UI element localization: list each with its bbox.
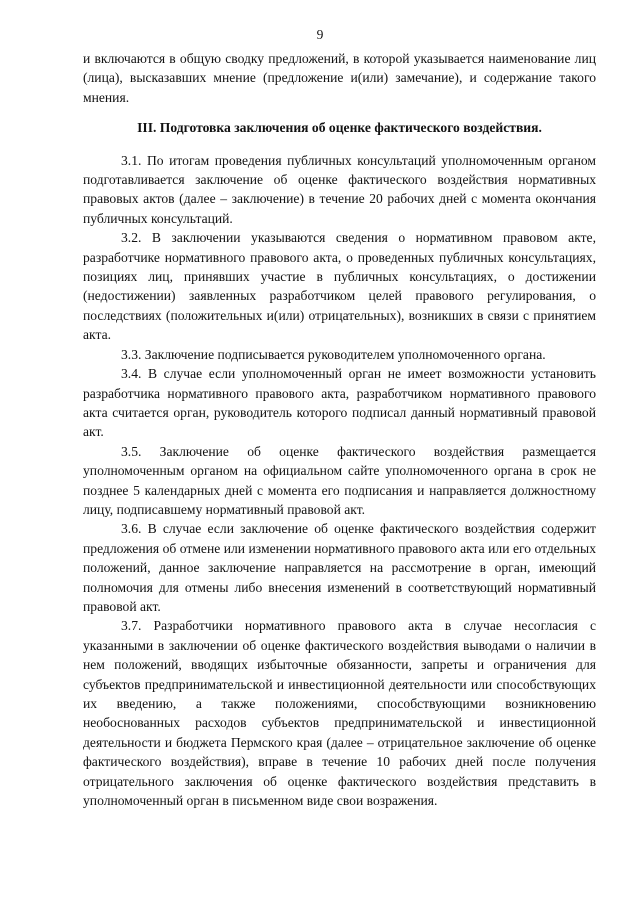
paragraph-3-7: 3.7. Разработчики нормативного правового акта в случае несогласия с указанными в заключении об оценке фактического воздействия выводами о наличии в нем положений, вводящих избыточные обязанности, запреты и ограничения для субъектов предпринимательской и инвестиционной деятельности или способствующих их введению, а также положениями, способствующими возникновению необоснованных расходов субъектов предпринимательской и инвестиционной деятельности и бюджета Пермского края (далее – отрицательное заключение об оценке фактического воздействия), вправе в течение 10 рабочих дней после получения отрицательного заключения об оценке фактического воздействия представить в уполномоченный орган в письменном виде свои возражения.: [83, 618, 596, 809]
paragraph-3-1: 3.1. По итогам проведения публичных консультаций уполномоченным органом подготавливается заключение об оценке фактического воздействия нормативных правовых актов (далее – заключение) в течение 20 рабочих дней с момента окончания публичных консультаций.: [83, 152, 596, 226]
section-heading: III. Подготовка заключения об оценке фактического воздействия.: [137, 120, 542, 136]
page-number: 9: [316, 27, 324, 42]
paragraph-3-4: 3.4. В случае если уполномоченный орган не имеет возможности установить разработчика нормативного правового акта, разработчиком нормативного правового акта считается орган, руководитель которого подписал данный нормативный правовой акт.: [83, 366, 596, 440]
paragraph-3-3: 3.3. Заключение подписывается руководителем уполномоченного органа.: [121, 346, 546, 362]
paragraph-3-2: 3.2. В заключении указываются сведения о нормативном правовом акте, разработчике нормативного правового акта, о проведенных публичных консультациях, позициях лиц, принявших участие в публичных консультациях, о достижении (недостижении) заявленных разработчиком целей правового регулирования, о последствиях (положительных и(или) отрицательных), возникших в связи с принятием акта.: [83, 230, 596, 343]
intro-paragraph: и включаются в общую сводку предложений, в которой указывается наименование лиц (лица), высказавших мнение (предложение и(или) замечание), и содержание такого мнения.: [83, 51, 596, 105]
paragraph-3-6: 3.6. В случае если заключение об оценке фактического воздействия содержит предложения об отмене или изменении нормативного правового акта или его отдельных положений, данное заключение направляется на рассмотрение в орган, имеющий полномочия для отмены либо внесения изменений в соответствующий нормативный правовой акт.: [83, 521, 596, 614]
paragraph-3-5: 3.5. Заключение об оценке фактического воздействия размещается уполномоченным органом на официальном сайте уполномоченного органа в срок не позднее 5 календарных дней с момента его подписания и направляется должностному лицу, подписавшему нормативный правовой акт.: [83, 443, 596, 517]
document-body: [83, 49, 596, 810]
